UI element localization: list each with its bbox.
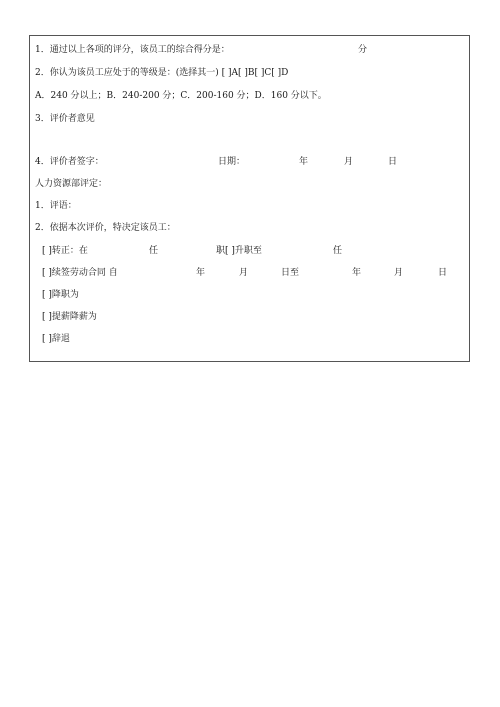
appraisal-form-box bbox=[29, 35, 470, 362]
decision-label: 2．依据本次评价，特决定该员工： bbox=[35, 223, 176, 233]
month-label: 月 bbox=[344, 157, 354, 167]
option-dismiss: [ ]辞退 bbox=[42, 334, 70, 344]
hr-evaluation-title: 人力资源部评定： bbox=[35, 179, 108, 189]
option-salary-change: [ ]提薪降薪为 bbox=[42, 312, 97, 322]
renew-start-year: 年 bbox=[196, 268, 206, 278]
option-confirm-post: 任 bbox=[149, 246, 159, 256]
option-promote-post: 任 bbox=[333, 246, 343, 256]
option-confirm: [ ]转正：在 bbox=[42, 246, 88, 256]
renew-end-year: 年 bbox=[352, 268, 362, 278]
renew-end-month: 月 bbox=[394, 268, 404, 278]
option-renew-contract: [ ]续签劳动合同 自 bbox=[42, 268, 118, 278]
date-label: 日期： bbox=[218, 157, 246, 167]
renew-end-day: 日 bbox=[438, 268, 448, 278]
comment-label: 1．评语： bbox=[35, 201, 77, 211]
grade-question: 2．你认为该员工应处于的等级是：(选择其一) [ ]A[ ]B[ ]C[ ]D bbox=[35, 68, 289, 78]
year-label: 年 bbox=[299, 157, 309, 167]
total-score-question: 1．通过以上各项的评分，该员工的综合得分是： bbox=[35, 45, 230, 55]
score-unit: 分 bbox=[358, 45, 368, 55]
evaluator-opinion-label: 3．评价者意见 bbox=[35, 114, 95, 124]
renew-start-month: 月 bbox=[239, 268, 249, 278]
option-demote: [ ]降职为 bbox=[42, 290, 79, 300]
renew-start-day-to: 日至 bbox=[281, 268, 300, 278]
grade-definitions: A．240 分以上；B．240-200 分；C．200-160 分；D．160 分以下。 bbox=[35, 91, 327, 101]
day-label: 日 bbox=[388, 157, 398, 167]
option-promote: 职[ ]升职至 bbox=[216, 246, 262, 256]
evaluator-signature-label: 4．评价者签字： bbox=[35, 157, 104, 167]
